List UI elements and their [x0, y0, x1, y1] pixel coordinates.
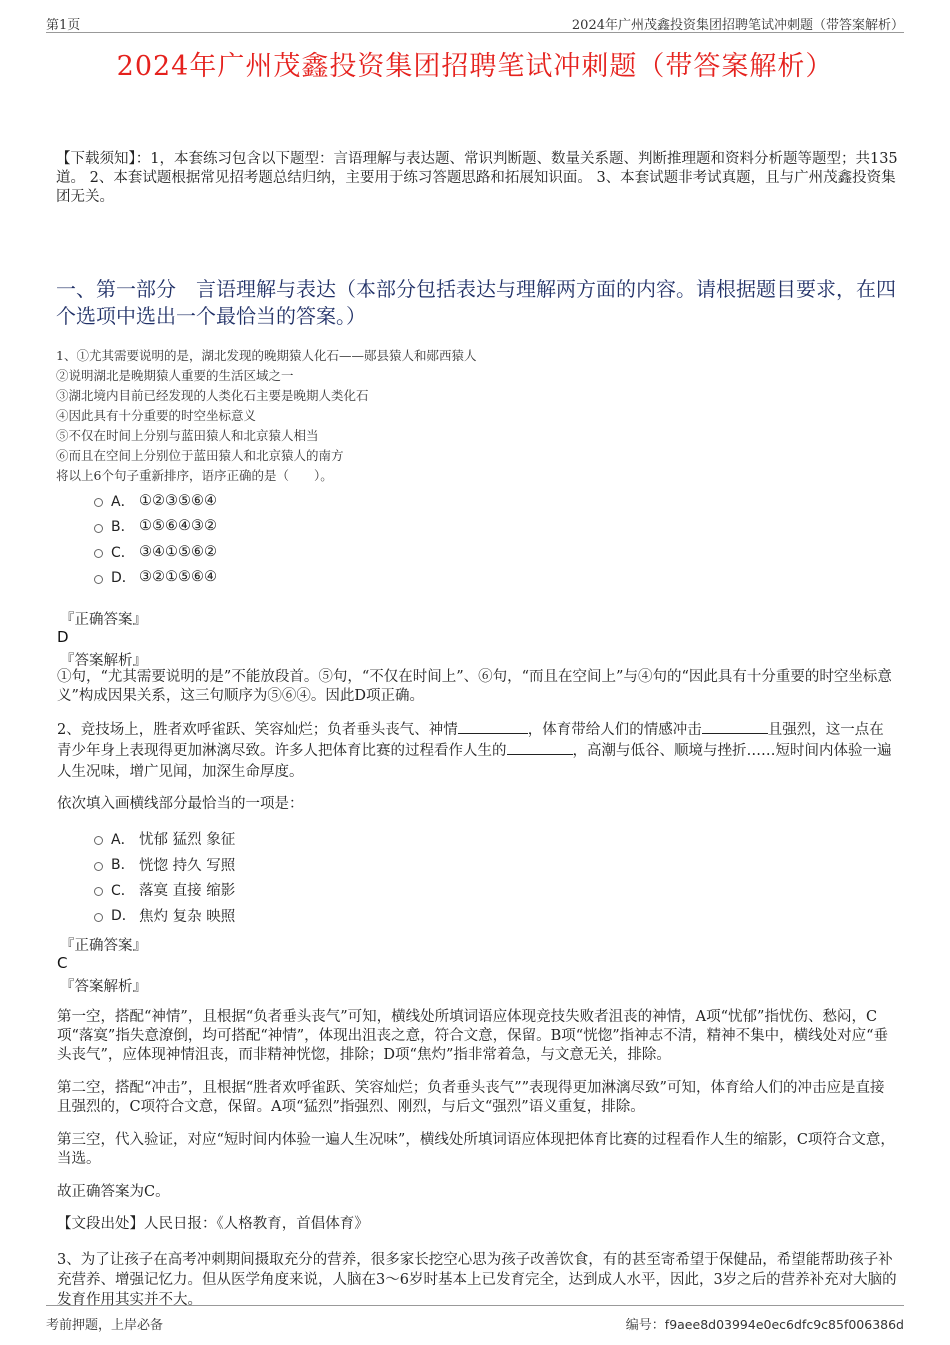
q1-option-b[interactable]: B． ①⑤⑥④③②: [94, 514, 217, 540]
q1-line: ⑥而且在空间上分别位于蓝田猿人和北京猿人的南方: [56, 448, 344, 463]
question-1-stem: [56, 346, 898, 486]
question-1-options: [94, 488, 217, 590]
q1-line: 将以上6个句子重新排序，语序正确的是（ ）。: [56, 468, 333, 483]
q2-answer: C: [57, 954, 68, 972]
page-footer: [46, 1305, 904, 1334]
document-title: 2024年广州茂鑫投资集团招聘笔试冲刺题（带答案解析）: [116, 51, 834, 82]
q1-answer: D: [57, 628, 69, 646]
q2-answer-label: 『正确答案』: [60, 938, 147, 954]
radio-icon[interactable]: [94, 498, 103, 507]
q1-analysis-label: 『答案解析』: [60, 653, 147, 669]
q1-line: ②说明湖北是晚期猿人重要的生活区域之一: [56, 368, 294, 383]
radio-icon[interactable]: [94, 836, 103, 845]
q2-analysis-p4: 故正确答案为C。: [57, 1184, 170, 1200]
q1-line: ③湖北境内目前已经发现的人类化石主要是晚期人类化石: [56, 388, 369, 403]
radio-icon[interactable]: [94, 913, 103, 922]
q2-analysis-p1: 第一空，搭配“神情”，且根据“负者垂头丧气”可知，横线处所填词语应体现竞技失败者沮丧的神情，A项“忧郁”指忧伤、愁闷，C项“落寞”指失意潦倒，均可搭配“神情”，体现出沮丧之意，符合文意，保留。B项“恍惚”指神志不清，精神不集中，横线处对应“垂头丧气”，应体现神情沮丧，而非精神恍惚，排除；D项“焦灼”指非常着急，与文意无关，排除。: [57, 1009, 889, 1063]
q2-option-a[interactable]: A． 忧郁 猛烈 象征: [94, 826, 235, 852]
radio-icon[interactable]: [94, 524, 103, 533]
header-doc-title: 2024年广州茂鑫投资集团招聘笔试冲刺题（带答案解析）: [571, 18, 904, 33]
blank: [458, 721, 528, 734]
q1-option-a[interactable]: A． ①②③⑤⑥④: [94, 488, 217, 514]
radio-icon[interactable]: [94, 575, 103, 584]
q1-line: ④因此具有十分重要的时空坐标意义: [56, 408, 257, 423]
q1-option-d[interactable]: D． ③②①⑤⑥④: [94, 565, 217, 591]
q1-line: ⑤不仅在时间上分别与蓝田猿人和北京猿人相当: [56, 428, 319, 443]
q2-option-b[interactable]: B． 恍惚 持久 写照: [94, 852, 235, 878]
page-number: 第1页: [46, 18, 81, 33]
q2-instruction: 依次填入画横线部分最恰当的一项是：: [57, 796, 304, 812]
radio-icon[interactable]: [94, 887, 103, 896]
q2-analysis-p2: 第二空，搭配“冲击”，且根据“胜者欢呼雀跃、笑容灿烂；负者垂头丧气””表现得更加淋漓尽致”可知，体育给人们的冲击应是直接且强烈的，C项符合文意，保留。A项“猛烈”指强烈、刚烈，与后文“强烈”语义重复，排除。: [57, 1080, 885, 1115]
q1-analysis: ①句，“尤其需要说明的是”不能放段首。⑤句，“不仅在时间上”、⑥句，“而且在空间上”与④句的“因此具有十分重要的时空坐标意义”构成因果关系，这三句顺序为⑤⑥④。因此D项正确。: [57, 669, 892, 704]
footer-slogan: 考前押题，上岸必备: [46, 1318, 164, 1333]
radio-icon[interactable]: [94, 862, 103, 871]
footer-id: 编号：f9aee8d03994e0ec6dfc9c85f006386d: [625, 1317, 904, 1333]
q1-answer-label: 『正确答案』: [60, 612, 147, 628]
question-3-stem: 3、为了让孩子在高考冲刺期间摄取充分的营养，很多家长挖空心思为孩子改善饮食，有的甚至寄希望于保健品，希望能帮助孩子补充营养、增强记忆力。但从医学角度来说，人脑在3～6岁时基本上已发育完全，达到成人水平，因此，3岁之后的营养补充对大脑的发育作用其实并不大。: [57, 1252, 897, 1308]
download-notice: 【下载须知】：1，本套练习包含以下题型：言语理解与表达题、常识判断题、数量关系题、判断推理题和资料分析题等题型；共135道。 2、本套试题根据常见招考题总结归纳，主要用于练习答题思路和拓展知识面。 3、本套试题非考试真题，且与广州茂鑫投资集团无关。: [56, 151, 898, 205]
q1-option-c[interactable]: C． ③④①⑤⑥②: [94, 539, 217, 565]
blank: [507, 742, 573, 755]
blank: [702, 721, 768, 734]
page-header: [46, 12, 904, 33]
q2-option-c[interactable]: C． 落寞 直接 缩影: [94, 877, 235, 903]
section-heading: 一、第一部分 言语理解与表达（本部分包括表达与理解两方面的内容。请根据题目要求，在四个选项中选出一个最恰当的答案。）: [56, 277, 896, 328]
q2-analysis-p3: 第三空，代入验证，对应“短时间内体验一遍人生况味”，横线处所填词语应体现把体育比赛的过程看作人生的缩影，C项符合文意，当选。: [57, 1132, 895, 1167]
q2-analysis-label: 『答案解析』: [60, 979, 147, 995]
question-2-stem: 2、竞技场上，胜者欢呼雀跃、笑容灿烂；负者垂头丧气、神情 ，体育带给人们的情感冲击 且强烈，这一点在青少年身上表现得更加淋漓尽致。许多人把体育比赛的过程看作人生的 ，高潮与低谷、顺境与挫折……短时间内体验一遍人生况味，增广见闻，加深生命厚度。: [57, 722, 892, 780]
q2-option-d[interactable]: D． 焦灼 复杂 映照: [94, 903, 235, 929]
q1-line: 1、①尤其需要说明的是，湖北发现的晚期猿人化石——郧县猿人和郧西猿人: [56, 348, 477, 363]
q2-source: 【文段出处】人民日报：《人格教育，首倡体育》: [57, 1216, 369, 1232]
radio-icon[interactable]: [94, 549, 103, 558]
question-2-options: [94, 826, 235, 928]
